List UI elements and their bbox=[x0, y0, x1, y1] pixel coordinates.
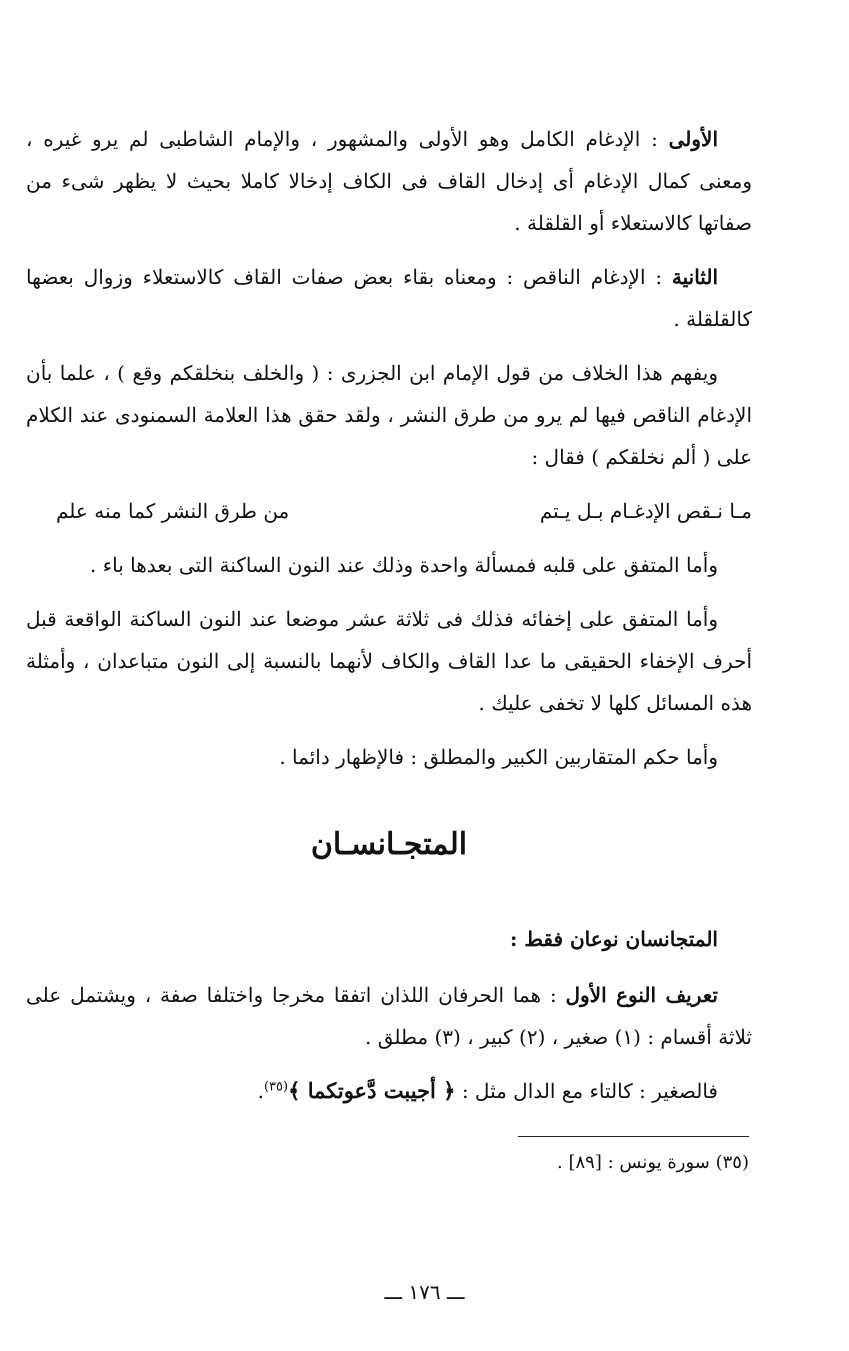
section-subheading: المتجانسان نوعان فقط : bbox=[510, 927, 718, 951]
page-number: ـــ ١٧٦ ـــ bbox=[384, 1280, 465, 1304]
paragraph-example bbox=[26, 1070, 752, 1112]
footnote-divider bbox=[518, 1136, 749, 1137]
first-type-text: : الإدغام الكامل وهو الأولى والمشهور ، والإمام الشاطبى لم يرو غيره ، ومعنى كمال الإدغام أى إدخال القاف فى الكاف إدخالا كاملا بحيث لا يظهر شىء من صفاتها كالاستعلاء أو القلقلة . bbox=[26, 127, 752, 235]
paragraph-ikhfa: وأما المتفق على إخفائه فذلك فى ثلاثة عشر موضعا عند النون الساكنة الواقعة قبل أحرف الإخفاء الحقيقى ما عدا القاف والكاف لأنهما بالنسبة إلى النون متباعدان ، وأمثلة هذه المسائل كلها لا تخفى عليك . bbox=[26, 607, 752, 715]
paragraph-first-type bbox=[26, 118, 752, 244]
definition-label: تعريف النوع الأول bbox=[565, 983, 718, 1007]
paragraph-jazari-quote: ويفهم هذا الخلاف من قول الإمام ابن الجزرى : ( والخلف بنخلقكم وقع ) ، علما بأن الإدغام الناقص فيها لم يرو من طرق النشر ، ولقد حقق هذا العلامة السمنودى عند الكلام على ( ألم نخلقكم ) فقال : bbox=[26, 361, 752, 469]
period: . bbox=[257, 1079, 264, 1103]
footnote-reference: (٣٥) bbox=[263, 1079, 289, 1095]
second-type-text: : الإدغام الناقص : ومعناه بقاء بعض صفات القاف كالاستعلاء وزوال بعضها كالقلقلة . bbox=[26, 265, 752, 331]
definition-text: : هما الحرفان اللذان اتفقا مخرجا واختلفا صفة ، ويشتمل على ثلاثة أقسام : (١) صغير ، (٢) كبير ، (٣) مطلق . bbox=[26, 983, 752, 1049]
poem-hemistich-left: من طرق النشر كما منه علم bbox=[56, 499, 290, 523]
quran-verse: ﴿ أجيبت دَّعوتكما ﴾ bbox=[288, 1078, 456, 1103]
paragraph-mutaqaribayn: وأما حكم المتقاربين الكبير والمطلق : فالإظهار دائما . bbox=[279, 745, 718, 769]
first-type-label: الأولى bbox=[668, 127, 718, 151]
section-title: المتجـانسـان bbox=[310, 827, 468, 862]
example-text: فالصغير : كالتاء مع الدال مثل : bbox=[455, 1079, 718, 1103]
footnote: (٣٥) سورة يونس : [٨٩] . bbox=[557, 1152, 749, 1173]
second-type-label: الثانية bbox=[671, 265, 718, 289]
paragraph-second-type bbox=[26, 256, 752, 340]
poem-verse bbox=[26, 490, 752, 532]
paragraph-iqlab: وأما المتفق على قلبه فمسألة واحدة وذلك عند النون الساكنة التى بعدها باء . bbox=[90, 553, 718, 577]
paragraph-definition bbox=[26, 974, 752, 1058]
page-body bbox=[26, 118, 752, 1112]
poem-hemistich-right: مـا نـقص الإدغـام بـل يـتم bbox=[539, 499, 752, 523]
